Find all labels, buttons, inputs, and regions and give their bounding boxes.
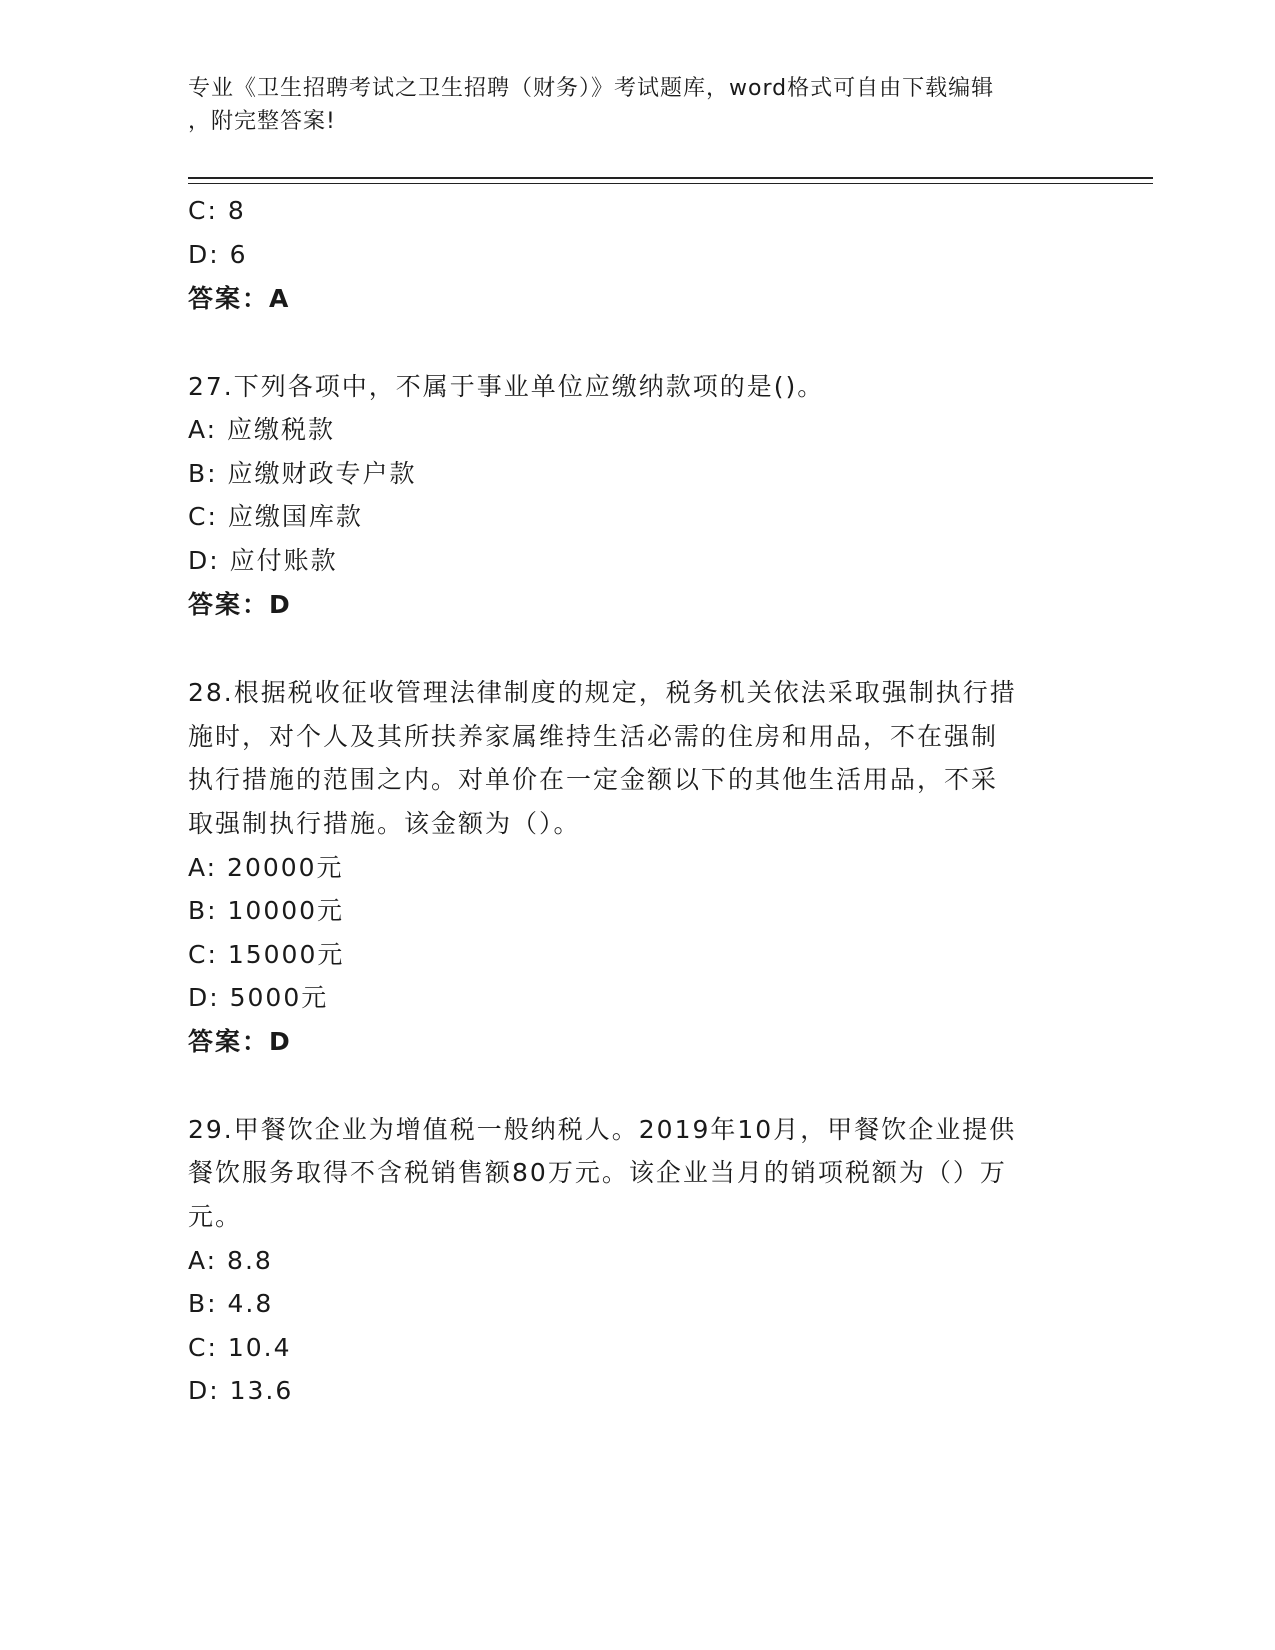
q27-option-c: C: 应缴国库款 (188, 502, 363, 531)
q29-option-c: C: 10.4 (188, 1333, 292, 1362)
q27-option-b: B: 应缴财政专户款 (188, 459, 417, 488)
q28-answer: 答案：D (188, 1027, 292, 1056)
q28-option-c: C: 15000元 (188, 940, 345, 969)
q28-stem-line-4: 取强制执行措施。该金额为（）。 (188, 809, 581, 838)
q27-answer: 答案：D (188, 590, 292, 619)
q29-stem-line-1: 29.甲餐饮企业为增值税一般纳税人。2019年10月，甲餐饮企业提供 (188, 1115, 1017, 1144)
header-line-2: ，附完整答案! (188, 109, 336, 134)
header-rule-thin (188, 183, 1153, 184)
q27-option-a: A: 应缴税款 (188, 415, 336, 444)
header-rule-thick (188, 177, 1153, 179)
q28-stem-line-3: 执行措施的范围之内。对单价在一定金额以下的其他生活用品，不采 (188, 765, 999, 794)
q28-option-b: B: 10000元 (188, 896, 345, 925)
q29-option-a: A: 8.8 (188, 1246, 273, 1275)
prev-option-c: C: 8 (188, 196, 246, 225)
q27-option-d: D: 应付账款 (188, 546, 338, 575)
q27-stem: 27.下列各项中，不属于事业单位应缴纳款项的是()。 (188, 372, 825, 401)
q29-stem-line-2: 餐饮服务取得不含税销售额80万元。该企业当月的销项税额为（）万 (188, 1158, 1007, 1187)
q29-stem-line-3: 元。 (188, 1202, 243, 1231)
q29-option-b: B: 4.8 (188, 1289, 274, 1318)
prev-answer: 答案：A (188, 284, 291, 313)
prev-option-d: D: 6 (188, 240, 248, 269)
header-line-1: 专业《卫生招聘考试之卫生招聘（财务）》考试题库，word格式可自由下载编辑 (188, 76, 995, 101)
q28-stem-line-1: 28.根据税收征收管理法律制度的规定，税务机关依法采取强制执行措 (188, 678, 1017, 707)
q29-option-d: D: 13.6 (188, 1376, 294, 1405)
q28-stem-line-2: 施时，对个人及其所扶养家属维持生活必需的住房和用品，不在强制 (188, 722, 999, 751)
document-header (188, 72, 1088, 138)
q28-option-d: D: 5000元 (188, 983, 329, 1012)
q28-option-a: A: 20000元 (188, 853, 344, 882)
